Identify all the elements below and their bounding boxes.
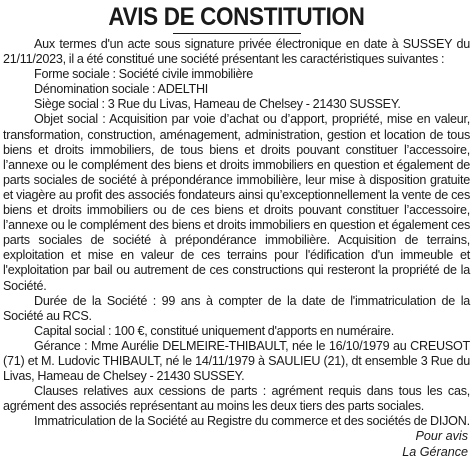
notice-title: AVIS DE CONSTITUTION [108,3,365,31]
paragraph-legal-form: Forme sociale : Société civile immobilière [34,67,253,82]
notice-body [3,37,470,429]
paragraph-registration: Immatriculation de la Société au Registre du commerce et des sociétés de DIJON. [34,414,470,429]
signature-pour-avis: Pour avis [415,429,468,444]
paragraph-company-name: Dénomination sociale : ADELTHI [34,82,209,97]
paragraph-share-transfer-clauses: Clauses relatives aux cessions de parts : agrément requis dans tous les cas, agrément des associés représentant au moins les deux tiers des parts sociales. [3,384,470,414]
title-underline [173,33,301,34]
paragraph-corporate-purpose: Objet social : Acquisition par voie d’achat ou d’apport, propriété, mise en valeur, transformation, construction, aménagement, administration, gestion et location de tous biens et droits immobiliers, de tous biens et droits pouvant constituer l’accessoire, l’annexe ou le complément des biens et droits immobiliers en question et également de parts sociales de société à prépondérance immobilière, leur mise à disposition gratuite et viagère au profit des associés fondateurs ainsi qu’exceptionnellement la vente de ces biens et droits immobiliers ou de ces biens et droits pouvant constituer l’accessoire, l’annexe ou le complément des biens et droits immobiliers en question et également ces parts sociales de société à prépondérance immobilière. Acquisition de terrains, exploitation et mise en valeur de ces terrains pour l'édification d'un immeuble et l'exploitation par bail ou autrement de ces constructions qui resteront la propriété de la Société. [3,112,470,293]
signature-la-gerance: La Gérance [402,444,468,459]
paragraph-share-capital: Capital social : 100 €, constitué uniquement d'apports en numéraire. [34,323,395,338]
paragraph-preamble: Aux termes d'un acte sous signature privée électronique en date à SUSSEY du 21/11/2023, il a été constitué une société présentant les caractéristiques suivantes : [3,37,470,67]
paragraph-registered-office: Siège social : 3 Rue du Livas, Hameau de Chelsey - 21430 SUSSEY. [34,97,401,112]
paragraph-duration: Durée de la Société : 99 ans à compter de la date de l'immatriculation de la Société au RCS. [3,293,470,323]
paragraph-management: Gérance : Mme Aurélie DELMEIRE-THIBAULT, née le 16/10/1979 au CREUSOT (71) et M. Ludovic THIBAULT, né le 14/11/1979 à SAULIEU (21), dt ensemble 3 Rue du Livas, Hameau de Chelsey - 21430 SUSSEY. [3,338,470,384]
